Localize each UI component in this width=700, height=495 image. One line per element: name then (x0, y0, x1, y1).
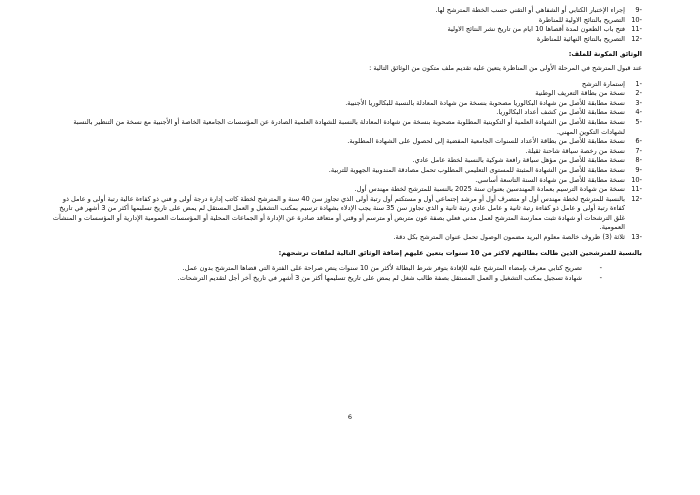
item-text: نسخة من بطاقة التعريف الوطنية (535, 89, 625, 98)
item-text: نسخة من رخصة سياقة شاحنة ثقيلة. (525, 146, 625, 155)
list-item (50, 185, 642, 195)
list-item (50, 89, 642, 99)
bullet-item (50, 274, 602, 284)
long-unemployed-heading: بالنسبة للمترشحين الذين طالت بطالتهم لاكثر من 10 سنوات يتعين عليهم إضافة الوثائق التالية لملفات ترشحهم: (278, 248, 642, 257)
list-item (50, 233, 642, 243)
item-text: نسخة مطابقة للأصل من شهادة السنة التاسعة أساسي. (475, 175, 625, 184)
bullet-dash: - (599, 273, 602, 282)
list-item (50, 16, 642, 26)
item-number: 10- (631, 175, 642, 184)
item-text: بالنسبة للمترشح لخطة مهندس أول او متصرف أول أو مرشد إجتماعي أول و مستكتم أول رتبة أولى الذي تجاوز سن 40 سنة و المترشح لخطة كاتب إدارة درجة أولى و فني ذو كفاءة عالية رتبة أولى و عامل ذو كفاءة رتبة أولى و عامل ذو كفاءة رتبة ثانية و عامل عادي رتبة ثانية و الذي تجاوز سن 35 سنة يجب الإدلاء بشهادة ترسيم بمكتب التشغيل و العمل المستقل لم يمض على تاريخ تسليمها أكثر من 3 أشهر في تاريخ غلق الترشحات أو شهادة تثبت ممارسة المترشح لعمل مدني فعلي بصفة عون متربص أو مترسم أو وقتي أو متعاقد صادرة عن الإدارة أو الجماعات المحلية أو المؤسسات العمومية الإدارية أو المؤسسات و المنشآت العمومية. (52, 194, 625, 232)
item-number: 2- (635, 89, 642, 98)
list-item (50, 176, 642, 186)
item-number: 3- (635, 98, 642, 107)
item-text: إستمارة الترشح (581, 79, 625, 88)
bullet-dash: - (599, 264, 602, 273)
item-number: 13- (631, 233, 642, 242)
item-text: ثلاثة (3) ظروف خالصة معلوم البريد مضمون الوصول تحمل عنوان المترشح بكل دقة. (393, 233, 625, 242)
list-item (50, 99, 642, 109)
steps-list (50, 6, 642, 44)
item-number: 7- (635, 146, 642, 155)
documents-list (50, 80, 642, 243)
item-text: نسخة مطابقة للأصل من الشهادة العلمية أو التكوينية المطلوبة مصحوبة بنسخة من شهادة المعادلة بالنسبة للشهادة العلمية الصادرة عن المؤسسات الجامعية الخاصة أو الأجنبية مع نسخة من التنظير بالنسبة لشهادات التكوين المهني. (73, 117, 625, 136)
item-number: 11- (631, 185, 642, 194)
item-text: نسخة مطابقة للأصل من كشف أعداد البكالوريا. (496, 108, 625, 117)
item-text: التصريح بالنتائج النهائية للمناظرة (536, 34, 625, 43)
list-item (50, 25, 642, 35)
item-text: نسخة مطابقة للأصل من الشهادة المثبتة للمستوى التعليمي المطلوب تحمل مصادقة المندوبية الجهوية للتربية. (328, 165, 625, 174)
list-item (50, 166, 642, 176)
item-number: 9- (635, 6, 642, 14)
list-item (50, 137, 642, 147)
documents-heading: الوثائق المكونة للملف: (568, 50, 642, 59)
list-item (50, 35, 642, 45)
bullet-item (50, 264, 602, 274)
item-number: 6- (635, 137, 642, 146)
item-text: إجراء الإختبار الكتابي أو الشفاهي أو التقني حسب الخطة المترشح لها. (435, 6, 625, 14)
bullet-text: تصريح كتابي معرف بإمضاء المترشح عليه للإفادة بتوفر شرط البطالة لأكثر من 10 سنوات ينص صراحة على الفترة التي قضاها المترشح بدون عمل. (182, 264, 582, 273)
documents-intro: عند قبول المترشح في المرحلة الأولى من المناظرة يتعين عليه تقديم ملف متكون من الوثائق التالية : (369, 63, 642, 72)
item-text: نسخة مطابقة للأصل من بطاقة الأعداد للسنوات الجامعية المفضية إلى لحصول على الشهادة المطلوبة. (347, 137, 625, 146)
item-text: نسخة مطابقة للأصل من شهادة البكالوريا مصحوبة بنسخة من شهادة المعادلة بالنسبة للبكالوريا الأجنبية. (345, 98, 625, 107)
page-number: 6 (347, 413, 353, 421)
list-item (50, 6, 642, 16)
extra-documents-list (50, 264, 642, 283)
item-number: 8- (635, 156, 642, 165)
item-text: التصريح بالنتائج الاولية للمناظرة (538, 15, 625, 24)
item-number: 12- (631, 34, 642, 43)
item-number: 1- (635, 79, 642, 88)
item-text: نسخة من شهادة الترسيم بعمادة المهندسين بعنوان سنة 2025 بالنسبة للمترشح لخطة مهندس أول. (354, 185, 625, 194)
item-text: نسخة مطابقة للأصل من مؤهل سياقة رافعة شوكية بالنسبة لخطة عامل عادي. (412, 156, 625, 165)
item-number: 9- (635, 165, 642, 174)
list-item (50, 108, 642, 118)
list-item (50, 156, 642, 166)
item-number: 10- (631, 15, 642, 24)
list-item (50, 195, 642, 233)
item-number: 5- (635, 117, 642, 126)
list-item (50, 147, 642, 157)
item-text: فتح باب الطعون لمدة أقصاها 10 ايام من تاريخ نشر النتائج الاولية (447, 25, 625, 34)
document-body (50, 6, 642, 283)
item-number: 11- (631, 25, 642, 34)
item-number: 12- (631, 194, 642, 203)
item-number: 4- (635, 108, 642, 117)
list-item (50, 118, 642, 137)
list-item (50, 80, 642, 90)
bullet-text: شهادة تسجيل بمكتب التشغيل و العمل المستقل بصفة طالب شغل لم يمض على تاريخ تسليمها أكثر من 3 أشهر في تاريخ آخر أجل لتقديم الترشحات. (177, 273, 582, 282)
